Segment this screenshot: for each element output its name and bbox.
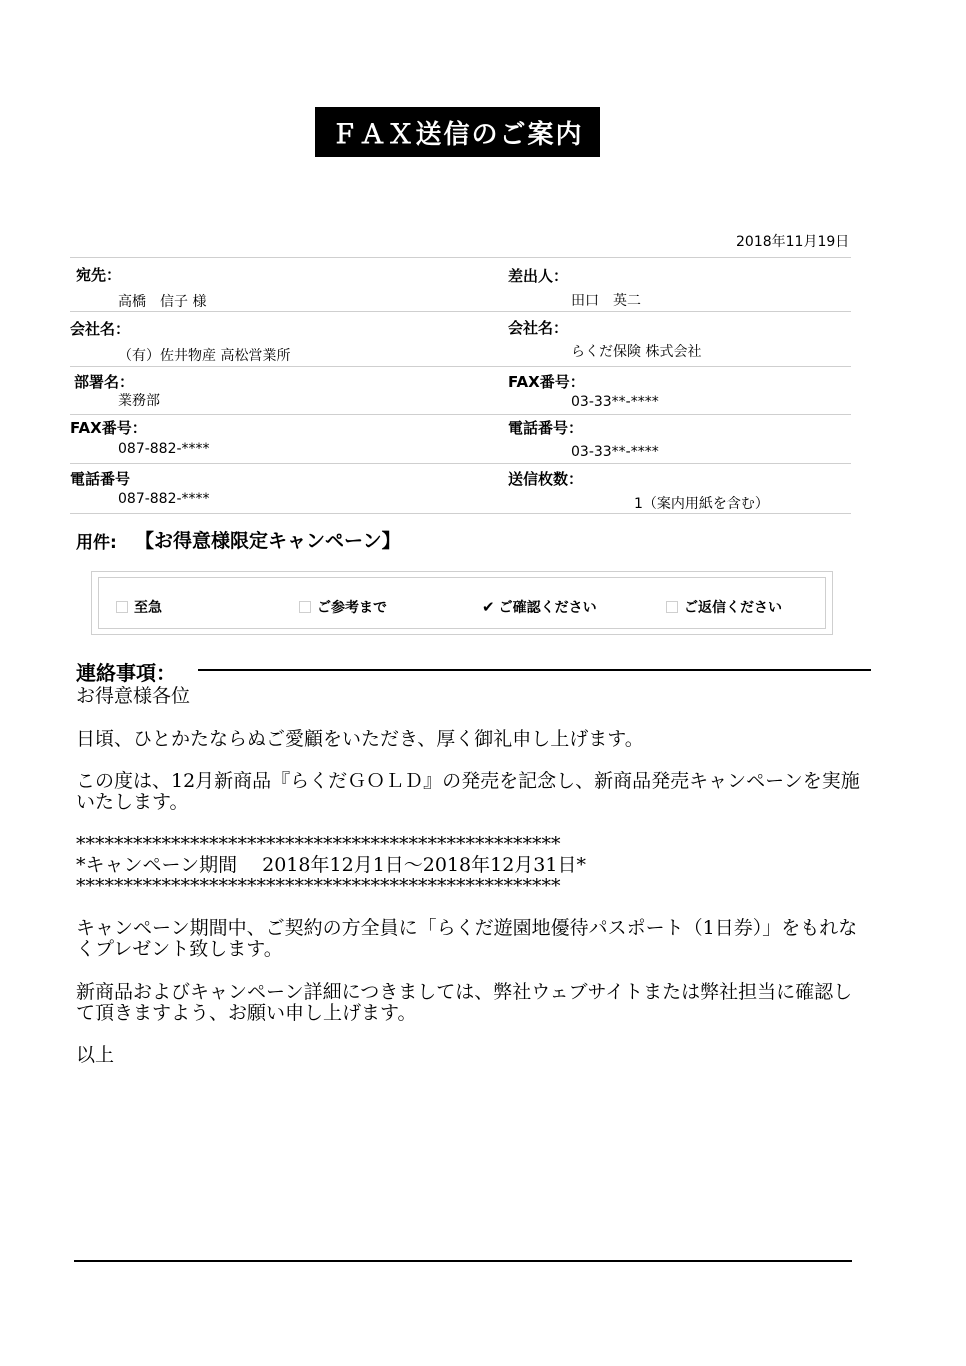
recipient-tel-value: 087-882-****: [118, 491, 210, 507]
checkbox-label: ご参考まで: [317, 600, 387, 616]
date: 2018年11月19日: [736, 234, 850, 250]
sender-company-label: 会社名：: [508, 319, 569, 337]
row-divider: [70, 463, 851, 464]
check-mark-icon[interactable]: ✔: [482, 598, 495, 616]
checkbox-label: ご確認ください: [498, 600, 597, 616]
row-divider: [70, 311, 851, 312]
subject-value: 【お得意様限定キャンペーン】: [135, 530, 401, 552]
stars-top: ***************************************************: [76, 833, 561, 855]
checkbox-label: 至急: [134, 600, 162, 616]
paragraph-3: キャンペーン期間中、ご契約の方全員に「らくだ遊園地優待パスポート（1日券）」をもれなくプレゼント致します。: [76, 917, 858, 960]
checkbox-label: ご返信ください: [684, 600, 782, 616]
to-value: 高橋 信子 様: [118, 294, 207, 310]
paragraph-2: この度は、12月新商品『らくだＧＯＬＤ』の発売を記念し、新商品発売キャンペーンを実施いたします。: [76, 770, 860, 813]
footer-divider: [74, 1260, 852, 1262]
checkbox-reference[interactable]: [299, 597, 387, 617]
from-value: 田口 英二: [571, 293, 641, 309]
campaign-period: *キャンペーン期間 2018年12月1日～2018年12月31日*: [76, 854, 586, 876]
sender-fax-label: FAX番号：: [508, 373, 585, 391]
recipient-tel-label: 電話番号: [70, 470, 131, 488]
checkbox-empty-icon[interactable]: [299, 601, 311, 613]
paragraph-1: 日頃、ひとかたならぬご愛顧をいただき、厚く御礼申し上げます。: [76, 728, 644, 750]
recipient-company-value: （有）佐井物産 高松営業所: [118, 348, 291, 364]
row-divider: [70, 366, 851, 367]
sender-company-value: らくだ保険 株式会社: [571, 344, 702, 360]
sender-tel-value: 03-33**-****: [571, 444, 659, 460]
pages-label: 送信枚数：: [508, 470, 584, 488]
dept-label: 部署名：: [74, 373, 135, 391]
closing: 以上: [76, 1044, 115, 1066]
checkbox-empty-icon[interactable]: [666, 601, 678, 613]
sender-tel-label: 電話番号：: [508, 419, 584, 437]
checkbox-empty-icon[interactable]: [116, 601, 128, 613]
pages-value: 1（案内用紙を含む）: [634, 496, 769, 512]
recipient-fax-value: 087-882-****: [118, 441, 210, 457]
sender-fax-value: 03-33**-****: [571, 394, 659, 410]
subject-label: 用件:: [76, 533, 117, 553]
dept-value: 業務部: [118, 393, 160, 409]
checkbox-please-confirm[interactable]: [482, 597, 597, 617]
checkbox-urgent[interactable]: [116, 597, 162, 617]
stars-bottom: ***************************************************: [76, 875, 561, 897]
page-title: ＦＡＸ送信のご案内: [315, 107, 600, 157]
recipient-fax-label: FAX番号：: [70, 419, 147, 437]
to-label: 宛先：: [76, 266, 122, 284]
paragraph-4: 新商品およびキャンペーン詳細につきましては、弊社ウェブサイトまたは弊社担当に確認して頂きますよう、お願い申し上げます。: [76, 981, 853, 1024]
notes-divider: [198, 669, 871, 671]
checkbox-please-reply[interactable]: [666, 597, 782, 617]
row-divider: [70, 257, 851, 258]
notes-label: 連絡事項：: [76, 661, 176, 685]
from-label: 差出人：: [508, 267, 569, 285]
row-divider: [70, 513, 851, 514]
greeting: お得意様各位: [76, 685, 191, 707]
row-divider: [70, 414, 851, 415]
recipient-company-label: 会社名：: [70, 320, 131, 338]
